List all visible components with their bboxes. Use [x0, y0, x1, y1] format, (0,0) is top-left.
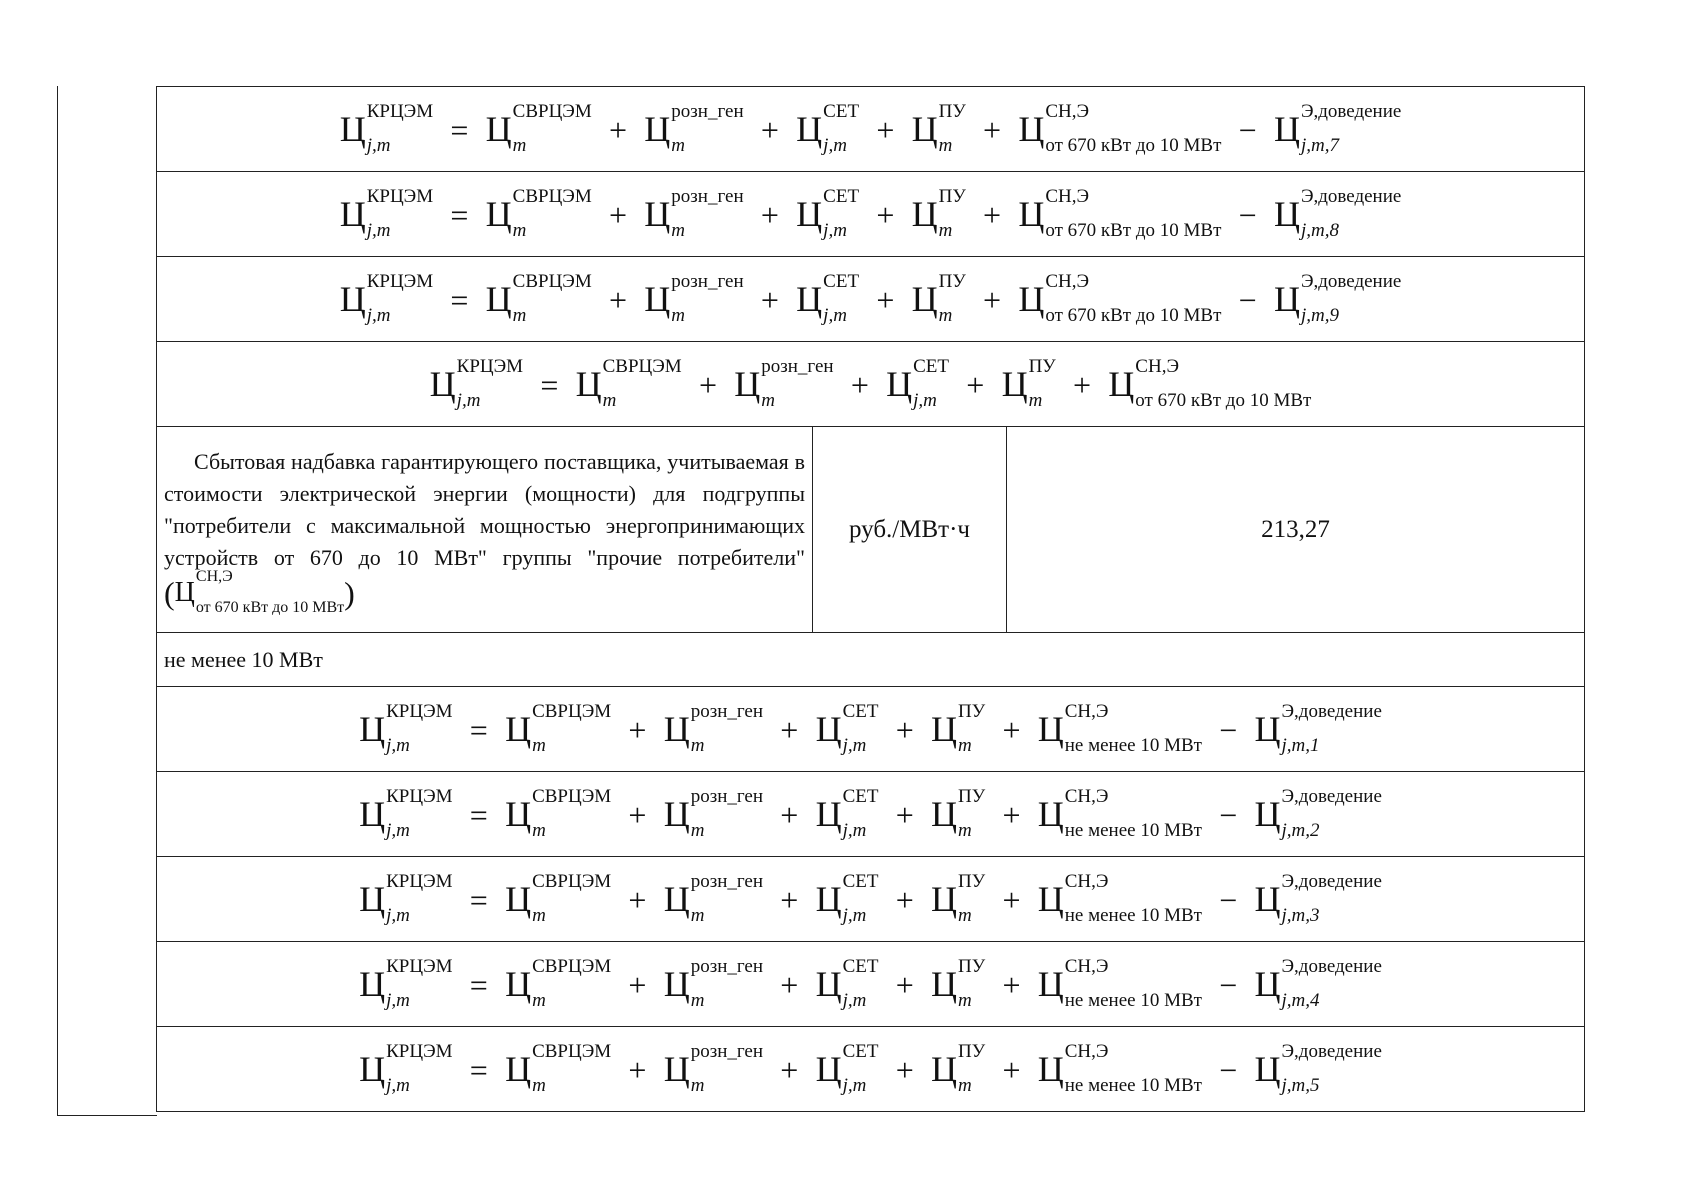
term-dovedenie: Ц Э,доведение j,m,1	[1254, 701, 1382, 756]
formula: Ц КРЦЭМ j,m = Ц СВРЦЭМ m + Ц розн_ген m + Ц СЕТ j,m + Ц ПУ m + Ц СН,Э не менее 10 МВт − Ц Э,доведение j,m,5	[359, 1041, 1382, 1096]
term-krcem: Ц КРЦЭМ j,m	[359, 786, 453, 841]
term-sn-e: Ц СН,Э от 670 кВт до 10 МВт	[1018, 186, 1222, 241]
term-dovedenie: Ц Э,доведение j,m,9	[1273, 271, 1402, 326]
markup-description: Сбытовая надбавка гарантирующего поставщика, учитываемая в стоимости электрической энергии (мощности) для подгруппы "потребители с максимальной мощностью энергопринимающих устройств от 670 до 10 МВт" группы "прочие потребители" ( Ц СН,Э от 670 кВт до 10 МВт )	[164, 449, 805, 616]
term-rozn-gen: Ц розн_ген m	[644, 101, 744, 156]
term-pu: Ц ПУ m	[931, 871, 986, 926]
term-set: Ц СЕТ j,m	[815, 956, 879, 1011]
term-rozn-gen: Ц розн_ген m	[644, 271, 744, 326]
markup-row	[157, 427, 1585, 633]
formula-row	[157, 342, 1585, 427]
markup-unit: руб./МВт·ч	[813, 427, 1007, 633]
term-pu: Ц ПУ m	[931, 701, 986, 756]
term-svrcem: Ц СВРЦЭМ m	[485, 271, 592, 326]
term-dovedenie: Ц Э,доведение j,m,2	[1254, 786, 1382, 841]
formula-cell	[157, 942, 1585, 1027]
term-pu: Ц ПУ m	[931, 956, 986, 1011]
markup-value: 213,27	[1007, 427, 1585, 633]
term-krcem: Ц КРЦЭМ j,m	[359, 701, 453, 756]
term-sn-e: Ц СН,Э не менее 10 МВт	[1037, 956, 1202, 1011]
formula-row	[157, 772, 1585, 857]
term-rozn-gen: Ц розн_ген m	[644, 186, 744, 241]
formula-row	[157, 1027, 1585, 1112]
term-sn-e: Ц СН,Э не менее 10 МВт	[1037, 1041, 1202, 1096]
term-rozn-gen: Ц розн_ген m	[663, 956, 764, 1011]
term-sn-e: Ц СН,Э от 670 кВт до 10 МВт	[1018, 101, 1222, 156]
tariff-table	[156, 86, 1585, 1112]
term-rozn-gen: Ц розн_ген m	[663, 786, 764, 841]
term-pu: Ц ПУ m	[931, 786, 986, 841]
term-sn-e: Ц СН,Э от 670 кВт до 10 МВт	[1108, 356, 1312, 411]
term-krcem: Ц КРЦЭМ j,m	[429, 356, 524, 411]
tariff-table-body	[157, 87, 1585, 1112]
term-dovedenie: Ц Э,доведение j,m,5	[1254, 1041, 1382, 1096]
term-sn-e: Ц СН,Э от 670 кВт до 10 МВт	[1018, 271, 1222, 326]
term-rozn-gen: Ц розн_ген m	[734, 356, 834, 411]
term-set: Ц СЕТ j,m	[796, 271, 860, 326]
formula-cell	[157, 87, 1585, 172]
term-set: Ц СЕТ j,m	[796, 186, 860, 241]
term-dovedenie: Ц Э,доведение j,m,8	[1273, 186, 1402, 241]
formula: Ц КРЦЭМ j,m = Ц СВРЦЭМ m + Ц розн_ген m + Ц СЕТ j,m + Ц ПУ m + Ц СН,Э от 670 кВт до 10 МВт − Ц Э,доведение j,m,8	[339, 186, 1402, 241]
term-svrcem: Ц СВРЦЭМ m	[505, 956, 612, 1011]
formula-cell	[157, 1027, 1585, 1112]
markup-description-cell	[157, 427, 813, 633]
section-row	[157, 633, 1585, 687]
formula-cell	[157, 857, 1585, 942]
formula: Ц КРЦЭМ j,m = Ц СВРЦЭМ m + Ц розн_ген m + Ц СЕТ j,m + Ц ПУ m + Ц СН,Э не менее 10 МВт − Ц Э,доведение j,m,3	[359, 871, 1382, 926]
term-krcem: Ц КРЦЭМ j,m	[359, 1041, 453, 1096]
term-dovedenie: Ц Э,доведение j,m,3	[1254, 871, 1382, 926]
formula-row	[157, 257, 1585, 342]
formula-row	[157, 857, 1585, 942]
term-svrcem: Ц СВРЦЭМ m	[575, 356, 682, 411]
section-heading: не менее 10 МВт	[157, 633, 1585, 687]
term-sn-e: Ц СН,Э не менее 10 МВт	[1037, 786, 1202, 841]
term-pu: Ц ПУ m	[911, 186, 966, 241]
formula: Ц КРЦЭМ j,m = Ц СВРЦЭМ m + Ц розн_ген m + Ц СЕТ j,m + Ц ПУ m + Ц СН,Э не менее 10 МВт − Ц Э,доведение j,m,2	[359, 786, 1382, 841]
term-dovedenie: Ц Э,доведение j,m,7	[1273, 101, 1402, 156]
term-rozn-gen: Ц розн_ген m	[663, 871, 764, 926]
term-set: Ц СЕТ j,m	[796, 101, 860, 156]
term-krcem: Ц КРЦЭМ j,m	[339, 271, 434, 326]
bottom-margin-rule	[57, 1115, 157, 1116]
formula: Ц КРЦЭМ j,m = Ц СВРЦЭМ m + Ц розн_ген m + Ц СЕТ j,m + Ц ПУ m + Ц СН,Э не менее 10 МВт − Ц Э,доведение j,m,4	[359, 956, 1382, 1011]
term-svrcem: Ц СВРЦЭМ m	[485, 101, 592, 156]
formula-row	[157, 87, 1585, 172]
term-krcem: Ц КРЦЭМ j,m	[339, 101, 434, 156]
formula-cell	[157, 772, 1585, 857]
formula: Ц КРЦЭМ j,m = Ц СВРЦЭМ m + Ц розн_ген m + Ц СЕТ j,m + Ц ПУ m + Ц СН,Э не менее 10 МВт − Ц Э,доведение j,m,1	[359, 701, 1382, 756]
term-rozn-gen: Ц розн_ген m	[663, 701, 764, 756]
formula-cell	[157, 687, 1585, 772]
term-svrcem: Ц СВРЦЭМ m	[485, 186, 592, 241]
term-svrcem: Ц СВРЦЭМ m	[505, 1041, 612, 1096]
term-pu: Ц ПУ m	[911, 271, 966, 326]
term-rozn-gen: Ц розн_ген m	[663, 1041, 764, 1096]
term-pu: Ц ПУ m	[1001, 356, 1056, 411]
term-krcem: Ц КРЦЭМ j,m	[359, 956, 453, 1011]
term-set: Ц СЕТ j,m	[815, 701, 879, 756]
term-svrcem: Ц СВРЦЭМ m	[505, 701, 612, 756]
formula-row	[157, 942, 1585, 1027]
formula-row	[157, 172, 1585, 257]
term-set: Ц СЕТ j,m	[815, 871, 879, 926]
term-set: Ц СЕТ j,m	[815, 1041, 879, 1096]
formula-row	[157, 687, 1585, 772]
term-svrcem: Ц СВРЦЭМ m	[505, 871, 612, 926]
term-sn-e: Ц СН,Э не менее 10 МВт	[1037, 871, 1202, 926]
term-set: Ц СЕТ j,m	[886, 356, 950, 411]
term-svrcem: Ц СВРЦЭМ m	[505, 786, 612, 841]
formula: Ц КРЦЭМ j,m = Ц СВРЦЭМ m + Ц розн_ген m + Ц СЕТ j,m + Ц ПУ m + Ц СН,Э от 670 кВт до 10 МВт	[429, 356, 1312, 411]
term-pu: Ц ПУ m	[911, 101, 966, 156]
term-krcem: Ц КРЦЭМ j,m	[339, 186, 434, 241]
formula-cell	[157, 342, 1585, 427]
inline-formula-sn-e: ( Ц СН,Э от 670 кВт до 10 МВт )	[164, 568, 355, 616]
formula-cell	[157, 172, 1585, 257]
formula: Ц КРЦЭМ j,m = Ц СВРЦЭМ m + Ц розн_ген m + Ц СЕТ j,m + Ц ПУ m + Ц СН,Э от 670 кВт до 10 МВт − Ц Э,доведение j,m,9	[339, 271, 1402, 326]
term-pu: Ц ПУ m	[931, 1041, 986, 1096]
term-krcem: Ц КРЦЭМ j,m	[359, 871, 453, 926]
formula-cell	[157, 257, 1585, 342]
term-set: Ц СЕТ j,m	[815, 786, 879, 841]
formula: Ц КРЦЭМ j,m = Ц СВРЦЭМ m + Ц розн_ген m + Ц СЕТ j,m + Ц ПУ m + Ц СН,Э от 670 кВт до 10 МВт − Ц Э,доведение j,m,7	[339, 101, 1402, 156]
left-margin-rule	[57, 86, 58, 1116]
term-dovedenie: Ц Э,доведение j,m,4	[1254, 956, 1382, 1011]
term-sn-e: Ц СН,Э не менее 10 МВт	[1037, 701, 1202, 756]
